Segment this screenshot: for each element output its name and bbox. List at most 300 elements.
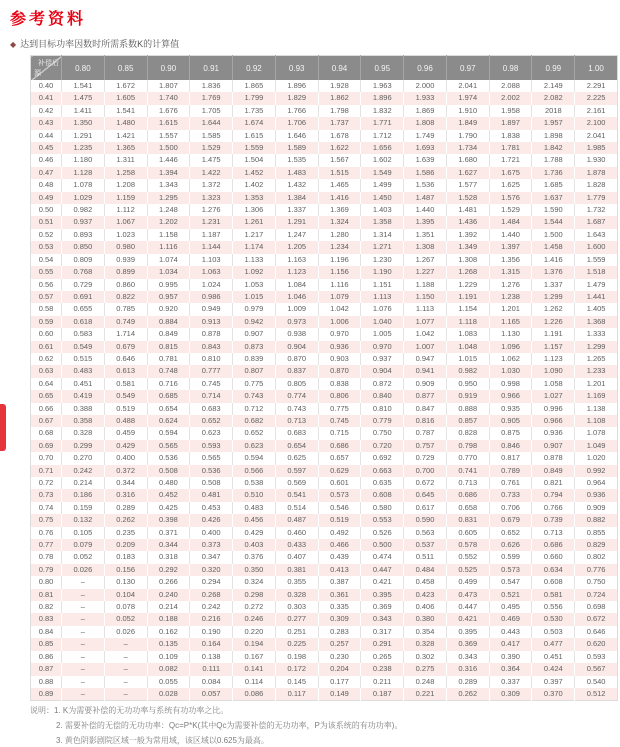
k-value-cell: 0.715 (318, 427, 361, 439)
k-value-cell: 0.569 (275, 477, 318, 489)
row-label: 0.78 (31, 551, 62, 563)
k-value-cell: 0.549 (104, 390, 147, 402)
k-value-cell: 0.840 (361, 390, 404, 402)
row-label: 0.55 (31, 266, 62, 278)
col-header: 1.00 (575, 56, 618, 81)
k-value-cell: 0.220 (233, 626, 276, 638)
k-value-cell: 0.272 (233, 601, 276, 613)
k-value-cell: 0.686 (446, 489, 489, 501)
k-value-cell: 0.646 (104, 353, 147, 365)
k-factor-table (30, 55, 618, 701)
k-value-cell: 0.132 (62, 514, 105, 526)
row-label: 0.60 (31, 328, 62, 340)
table-row (31, 204, 618, 216)
k-value-cell: 1.208 (104, 179, 147, 191)
k-value-cell: 1.108 (586, 415, 606, 425)
k-value-cell: 1.836 (190, 80, 233, 92)
k-value-cell: 1.896 (275, 80, 318, 92)
k-value-cell: 0.713 (532, 527, 575, 539)
k-value-cell: 0.503 (532, 626, 575, 638)
row-label: 0.41 (31, 92, 62, 104)
k-value-cell: 0.904 (361, 365, 404, 377)
note-line-1 (30, 703, 402, 718)
table-row (31, 92, 618, 104)
k-value-cell: – (62, 663, 105, 675)
k-value-cell: 1.450 (361, 192, 404, 204)
k-value-cell: 0.354 (404, 626, 447, 638)
table-row (31, 601, 618, 613)
k-value-cell: 1.154 (446, 303, 489, 315)
k-value-cell: 0.594 (233, 452, 276, 464)
table-row (31, 303, 618, 315)
k-value-cell: 1.440 (489, 229, 532, 241)
k-value-cell: – (62, 601, 105, 613)
k-value-cell: 1.559 (586, 254, 606, 264)
k-value-cell: 0.909 (586, 502, 606, 512)
k-value-cell: 0.337 (489, 676, 532, 688)
k-value-cell: 0.265 (361, 651, 404, 663)
row-label: 0.59 (31, 316, 62, 328)
table-row (31, 551, 618, 563)
k-value-cell: 1.487 (404, 192, 447, 204)
table-row (31, 676, 618, 688)
k-value-cell: 0.117 (275, 688, 318, 701)
k-value-cell: 0.508 (190, 477, 233, 489)
col-header: 0.92 (233, 56, 276, 81)
k-value-cell: 1.376 (532, 266, 575, 278)
k-value-cell: 0.794 (532, 489, 575, 501)
k-value-cell: 0.419 (62, 390, 105, 402)
k-value-cell: 1.030 (489, 365, 532, 377)
k-value-cell: 0.626 (489, 539, 532, 551)
k-value-cell: 0.706 (489, 502, 532, 514)
k-value-cell: 1.280 (318, 229, 361, 241)
k-value-cell: 1.930 (586, 155, 606, 165)
k-value-cell: 0.198 (275, 651, 318, 663)
k-value-cell: 0.289 (104, 502, 147, 514)
k-value-cell: 1.144 (190, 241, 233, 253)
k-value-cell: 1.586 (404, 167, 447, 179)
k-value-cell: 0.526 (361, 527, 404, 539)
k-value-cell: 1.529 (489, 204, 532, 216)
k-value-cell: 1.549 (361, 167, 404, 179)
k-value-cell: 0.481 (190, 489, 233, 501)
k-value-cell: 0.186 (62, 489, 105, 501)
k-value-cell: 0.750 (586, 577, 606, 587)
k-value-cell: 0.729 (62, 279, 105, 291)
k-value-cell: 0.026 (62, 564, 105, 576)
table-row (31, 477, 618, 489)
col-header: 0.80 (62, 56, 105, 81)
k-value-cell: 0.510 (233, 489, 276, 501)
table-row (31, 80, 618, 92)
corner-label-compensated: 补偿后 (38, 60, 59, 67)
k-value-cell: 0.230 (318, 651, 361, 663)
table-caption (10, 37, 179, 50)
k-value-cell: 2.000 (404, 80, 447, 92)
k-value-cell: 1.637 (532, 192, 575, 204)
k-value-cell: 0.262 (104, 514, 147, 526)
k-value-cell: 0.453 (190, 502, 233, 514)
row-label: 0.82 (31, 601, 62, 613)
k-value-cell: 0.816 (404, 415, 447, 427)
k-value-cell: 0.691 (62, 291, 105, 303)
k-value-cell: 0.766 (532, 502, 575, 514)
k-value-cell: 2.088 (489, 80, 532, 92)
col-header: 0.95 (361, 56, 404, 81)
k-value-cell: 0.970 (318, 328, 361, 340)
k-value-cell: 0.729 (404, 452, 447, 464)
k-value-cell: 0.973 (275, 316, 318, 328)
k-value-cell: 1.832 (361, 105, 404, 117)
k-value-cell: 0.949 (190, 303, 233, 315)
k-value-cell: 1.231 (190, 216, 233, 228)
k-value-cell: 0.761 (489, 477, 532, 489)
table-row (31, 452, 618, 464)
k-value-cell: – (62, 676, 105, 688)
k-value-cell: 0.242 (190, 601, 233, 613)
k-value-cell: 0.204 (318, 663, 361, 675)
k-value-cell: 0.966 (489, 390, 532, 402)
k-value-cell: 1.165 (489, 316, 532, 328)
k-value-cell: 0.109 (147, 651, 190, 663)
k-value-cell: 0.590 (404, 514, 447, 526)
k-value-cell: 0.739 (532, 514, 575, 526)
k-value-cell: 0.716 (147, 378, 190, 390)
corner-cell (31, 56, 62, 81)
k-value-cell: 0.920 (147, 303, 190, 315)
k-value-cell: 1.878 (586, 167, 606, 177)
k-value-cell: 1.234 (318, 241, 361, 253)
k-value-cell: 0.369 (361, 601, 404, 613)
k-value-cell: 0.309 (318, 613, 361, 625)
k-value-cell: 1.446 (147, 154, 190, 166)
k-value-cell: 0.745 (190, 378, 233, 390)
k-value-cell: 0.456 (233, 514, 276, 526)
k-value-cell: 1.020 (586, 453, 606, 463)
k-value-cell: 1.040 (361, 316, 404, 328)
k-value-cell: 0.480 (147, 477, 190, 489)
k-value-cell: 0.683 (190, 403, 233, 415)
k-value-cell: 1.042 (318, 303, 361, 315)
k-value-cell: 1.350 (62, 117, 105, 129)
k-value-cell: 0.966 (532, 415, 575, 427)
k-value-cell: 1.201 (489, 303, 532, 315)
k-value-cell: 1.622 (318, 142, 361, 154)
k-value-cell: 1.771 (361, 117, 404, 129)
k-value-cell: 1.869 (404, 105, 447, 117)
k-value-cell: 0.400 (104, 452, 147, 464)
k-value-cell: 0.105 (62, 527, 105, 539)
k-value-cell: 0.877 (404, 390, 447, 402)
row-label: 0.64 (31, 378, 62, 390)
k-value-cell: 0.484 (404, 564, 447, 576)
notes (30, 703, 402, 747)
k-value-cell: 1.799 (233, 92, 276, 104)
k-value-cell: 1.337 (532, 279, 575, 291)
k-value-cell: 1.567 (318, 154, 361, 166)
k-value-cell: 1.299 (586, 341, 606, 351)
k-value-cell: – (62, 638, 105, 650)
k-value-cell: 0.936 (318, 341, 361, 353)
k-value-cell: 0.743 (275, 403, 318, 415)
k-value-cell: 0.713 (446, 477, 489, 489)
k-value-cell: 1.732 (586, 205, 606, 215)
k-value-cell: 0.381 (275, 564, 318, 576)
k-value-cell: 1.180 (62, 154, 105, 166)
k-value-cell: 1.271 (361, 241, 404, 253)
k-value-cell: 0.082 (147, 663, 190, 675)
k-value-cell: 0.660 (532, 551, 575, 563)
k-value-cell: 1.333 (586, 329, 606, 339)
k-value-cell: 0.159 (62, 502, 105, 514)
k-value-cell: 0.370 (532, 688, 575, 701)
k-value-cell: 1.196 (318, 254, 361, 266)
k-value-cell: 1.714 (104, 328, 147, 340)
table-row (31, 688, 618, 701)
k-value-cell: 1.788 (532, 154, 575, 166)
k-value-cell: 1.678 (318, 130, 361, 142)
k-value-cell: 0.500 (361, 539, 404, 551)
k-value-cell: 1.169 (586, 391, 606, 401)
k-value-cell: 0.714 (190, 390, 233, 402)
k-value-cell: 0.870 (318, 365, 361, 377)
k-value-cell: 0.581 (104, 378, 147, 390)
k-value-cell: 0.277 (275, 613, 318, 625)
k-value-cell: 1.479 (586, 279, 606, 289)
k-value-cell: 1.205 (275, 241, 318, 253)
k-value-cell: 1.985 (586, 143, 606, 153)
k-value-cell: 0.376 (233, 551, 276, 563)
table-row (31, 427, 618, 439)
row-label: 0.40 (31, 80, 62, 92)
diamond-bullet-icon: ◆ (10, 40, 17, 49)
k-value-cell: 0.872 (361, 378, 404, 390)
k-value-cell: 0.320 (190, 564, 233, 576)
k-value-cell: 0.477 (532, 638, 575, 650)
k-value-cell: 0.188 (147, 613, 190, 625)
k-value-cell: 0.364 (489, 663, 532, 675)
k-value-cell: 0.547 (489, 576, 532, 588)
k-value-cell: 0.537 (404, 539, 447, 551)
k-value-cell: 0.149 (318, 688, 361, 701)
k-value-cell: 0.992 (586, 465, 606, 475)
k-value-cell: 0.433 (275, 539, 318, 551)
k-value-cell: 0.248 (404, 676, 447, 688)
k-value-cell: 0.343 (361, 613, 404, 625)
k-value-cell: 0.947 (404, 353, 447, 365)
k-value-cell: 0.634 (532, 564, 575, 576)
k-value-cell: 0.623 (233, 440, 276, 452)
k-value-cell: 0.257 (318, 638, 361, 650)
k-value-cell: 0.837 (275, 365, 318, 377)
k-value-cell: 0.270 (62, 452, 105, 464)
k-value-cell: 0.556 (532, 601, 575, 613)
k-value-cell: 1.769 (190, 92, 233, 104)
k-value-cell: 1.029 (62, 192, 105, 204)
row-label: 0.85 (31, 638, 62, 650)
k-value-cell: 1.217 (233, 229, 276, 241)
k-value-cell: 0.829 (586, 540, 606, 550)
k-value-cell: 0.424 (532, 663, 575, 675)
k-value-cell: 0.145 (275, 676, 318, 688)
k-value-cell: 1.790 (446, 130, 489, 142)
k-value-cell: 0.878 (532, 452, 575, 464)
k-value-cell: 0.447 (446, 601, 489, 613)
k-value-cell: 0.617 (404, 502, 447, 514)
k-value-cell: 0.957 (147, 291, 190, 303)
table-row (31, 626, 618, 638)
k-value-cell: 1.113 (404, 303, 447, 315)
k-value-cell: 1.403 (361, 204, 404, 216)
k-value-cell: 1.261 (233, 216, 276, 228)
k-value-cell: 0.573 (318, 489, 361, 501)
k-value-cell: 0.652 (190, 415, 233, 427)
k-value-cell: 0.679 (489, 514, 532, 526)
k-value-cell: 0.996 (532, 403, 575, 415)
k-value-cell: 0.775 (233, 378, 276, 390)
k-value-cell: 0.512 (586, 688, 606, 698)
k-value-cell: 0.750 (361, 427, 404, 439)
k-value-cell: 0.425 (147, 502, 190, 514)
k-value-cell: 0.838 (318, 378, 361, 390)
k-value-cell: 2.100 (586, 118, 606, 128)
k-value-cell: 0.294 (190, 576, 233, 588)
row-label: 0.42 (31, 105, 62, 117)
k-value-cell: 1.402 (233, 179, 276, 191)
k-value-cell: 0.882 (586, 515, 606, 525)
k-value-cell: 1.395 (404, 216, 447, 228)
k-value-cell: 1.808 (404, 117, 447, 129)
k-value-cell: 0.679 (104, 341, 147, 353)
k-value-cell: 1.265 (586, 353, 606, 363)
k-value-cell: 0.495 (489, 601, 532, 613)
k-value-cell: 0.618 (62, 316, 105, 328)
k-value-cell: 1.174 (233, 241, 276, 253)
k-value-cell: 1.675 (489, 167, 532, 179)
k-value-cell: 0.289 (446, 676, 489, 688)
table-header-row (31, 56, 618, 81)
k-value-cell: 0.583 (62, 328, 105, 340)
k-value-cell: 1.368 (586, 316, 606, 326)
k-value-cell: 0.686 (532, 539, 575, 551)
k-value-cell: 2.041 (586, 130, 606, 140)
k-value-cell: 1.024 (190, 279, 233, 291)
k-value-cell: 0.806 (318, 390, 361, 402)
k-value-cell: 1.343 (147, 179, 190, 191)
k-value-cell: 1.163 (275, 254, 318, 266)
row-label: 0.62 (31, 353, 62, 365)
k-value-cell: 0.141 (233, 663, 276, 675)
k-value-cell: 1.458 (532, 241, 575, 253)
k-value-cell: 0.395 (361, 589, 404, 601)
k-value-cell: 1.910 (446, 105, 489, 117)
k-value-cell: 0.817 (489, 452, 532, 464)
k-value-cell: 1.130 (489, 328, 532, 340)
k-value-cell: 0.318 (147, 551, 190, 563)
table-row (31, 216, 618, 228)
k-value-cell: – (104, 663, 147, 675)
table-row (31, 589, 618, 601)
k-value-cell: 0.262 (446, 688, 489, 701)
table-row (31, 266, 618, 278)
k-value-cell: 1.465 (318, 179, 361, 191)
k-value-cell: 1.158 (147, 229, 190, 241)
k-value-cell: 0.216 (190, 613, 233, 625)
k-value-cell: 1.974 (446, 92, 489, 104)
k-value-cell: 0.246 (233, 613, 276, 625)
k-value-cell: 1.536 (404, 179, 447, 191)
k-value-cell: 0.469 (489, 613, 532, 625)
k-value-cell: 2.002 (489, 92, 532, 104)
k-value-cell: 0.937 (361, 353, 404, 365)
k-value-cell: 1.268 (446, 266, 489, 278)
k-value-cell: 1.276 (489, 279, 532, 291)
table-row (31, 365, 618, 377)
k-value-cell: 0.439 (318, 551, 361, 563)
k-value-cell: 1.118 (446, 316, 489, 328)
k-value-cell: 0.403 (233, 539, 276, 551)
k-value-cell: 0.298 (233, 589, 276, 601)
k-value-cell: 1.308 (446, 254, 489, 266)
row-label: 0.71 (31, 465, 62, 477)
row-label: 0.48 (31, 179, 62, 191)
k-value-cell: 1.276 (190, 204, 233, 216)
k-value-cell: 0.805 (275, 378, 318, 390)
k-value-cell: 0.810 (361, 403, 404, 415)
k-value-cell: 0.316 (446, 663, 489, 675)
table-row (31, 279, 618, 291)
k-value-cell: 1.133 (233, 254, 276, 266)
k-value-cell: 1.436 (446, 216, 489, 228)
k-value-cell: 0.998 (489, 378, 532, 390)
k-value-cell: 0.903 (318, 353, 361, 365)
k-value-cell: – (104, 676, 147, 688)
k-value-cell: 1.299 (532, 291, 575, 303)
k-value-cell: 0.578 (446, 539, 489, 551)
k-value-cell: 0.266 (147, 576, 190, 588)
row-label: 0.50 (31, 204, 62, 216)
k-value-cell: 1.238 (489, 291, 532, 303)
k-value-cell: 1.829 (275, 92, 318, 104)
k-value-cell: 0.950 (446, 378, 489, 390)
k-value-cell: 1.083 (446, 328, 489, 340)
k-value-cell: 0.573 (489, 564, 532, 576)
k-value-cell: 0.815 (147, 341, 190, 353)
k-value-cell: 1.315 (489, 266, 532, 278)
k-value-cell: 0.777 (190, 365, 233, 377)
table-row (31, 328, 618, 340)
k-value-cell: 0.316 (104, 489, 147, 501)
k-value-cell: 1.006 (318, 316, 361, 328)
k-value-cell: 0.275 (404, 663, 447, 675)
k-value-cell: 1.116 (318, 279, 361, 291)
k-value-cell: 0.620 (586, 639, 606, 649)
k-value-cell: 1.235 (62, 142, 105, 154)
k-value-cell: 0.657 (318, 452, 361, 464)
k-value-cell: 1.356 (489, 254, 532, 266)
k-value-cell: 0.873 (233, 341, 276, 353)
k-value-cell: 0.488 (104, 415, 147, 427)
k-value-cell: 0.164 (190, 638, 233, 650)
table-row (31, 638, 618, 650)
k-value-cell: 1.676 (147, 105, 190, 117)
row-label: 0.88 (31, 676, 62, 688)
k-value-cell: 1.963 (361, 80, 404, 92)
k-value-cell: 1.369 (318, 204, 361, 216)
table-row (31, 514, 618, 526)
k-value-cell: 1.528 (446, 192, 489, 204)
